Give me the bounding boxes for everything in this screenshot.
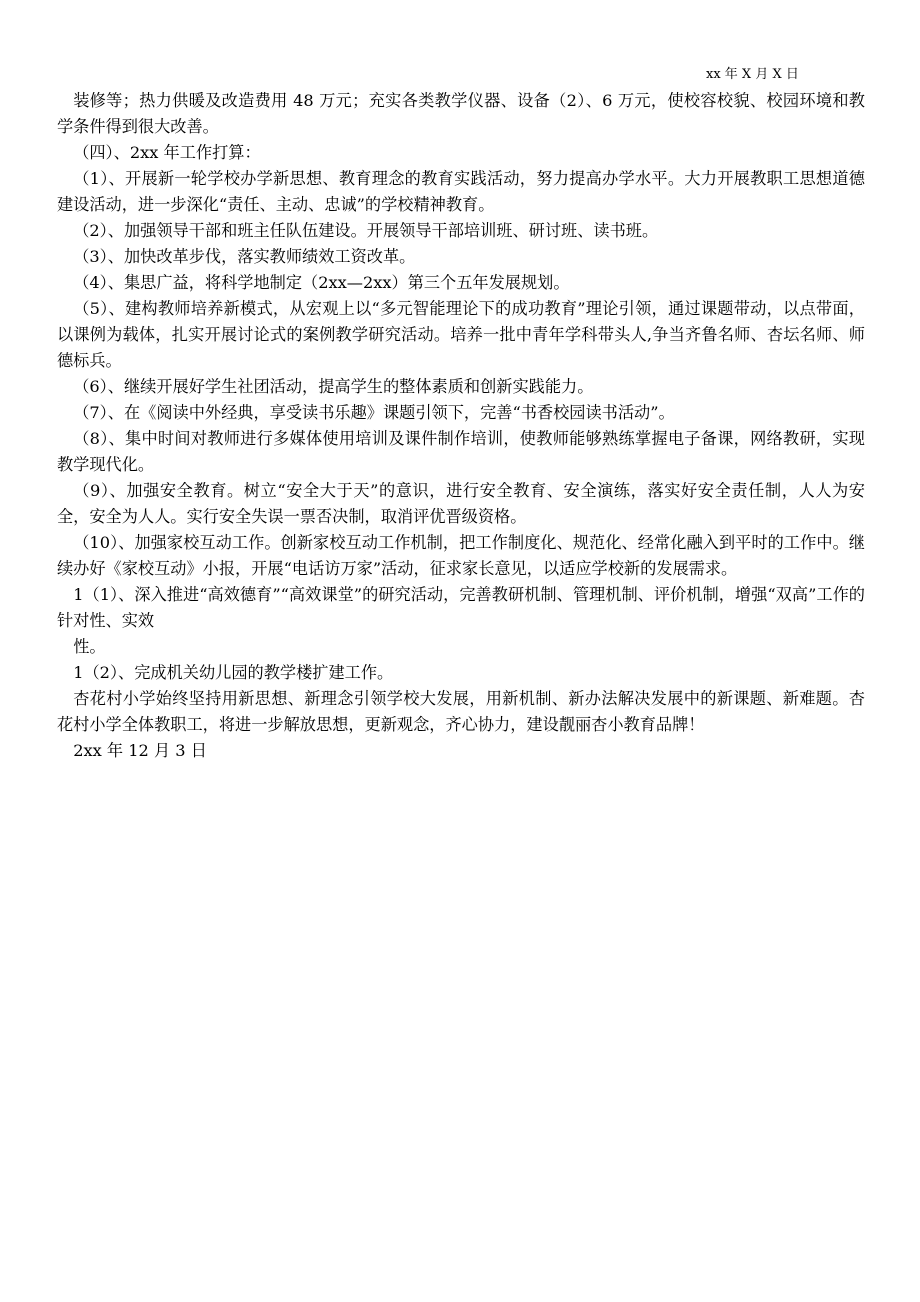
plan-item-9: （9）、加强安全教育。树立“安全大于天”的意识，进行安全教育、安全演练，落实好安全责任制，人人为安全，安全为人人。实行安全失误一票否决制，取消评优晋级资格。: [57, 481, 865, 526]
plan-item-11-continuation: 性。: [73, 637, 106, 656]
plan-item-2: （2）、加强领导干部和班主任队伍建设。开展领导干部培训班、研讨班、读书班。: [73, 221, 659, 240]
plan-item-12: 1（2）、完成机关幼儿园的教学楼扩建工作。: [73, 663, 394, 682]
closing-paragraph: 杏花村小学始终坚持用新思想、新理念引领学校大发展，用新机制、新办法解决发展中的新课题、新难题。杏花村小学全体教职工，将进一步解放思想，更新观念，齐心协力，建设靓丽杏小教育品牌！: [57, 689, 865, 734]
plan-item-3: （3）、加快改革步伐，落实教师绩效工资改革。: [73, 247, 416, 266]
signature-date: 2xx 年 12 月 3 日: [73, 741, 207, 760]
paragraph-renovation-costs: 装修等；热力供暖及改造费用 48 万元；充实各类教学仪器、设备（2）、6 万元，使校容校貌、校园环境和教学条件得到很大改善。: [57, 91, 865, 136]
plan-item-8: （8）、集中时间对教师进行多媒体使用培训及课件制作培训，使教师能够熟练掌握电子备课，网络教研，实现教学现代化。: [57, 429, 865, 474]
plan-item-4: （4）、集思广益，将科学地制定（2xx—2xx）第三个五年发展规划。: [73, 273, 570, 292]
plan-item-10: （10）、加强家校互动工作。创新家校互动工作机制，把工作制度化、规范化、经常化融入到平时的工作中。继续办好《家校互动》小报，开展“电话访万家”活动，征求家长意见，以适应学校新的发展需求。: [57, 533, 865, 578]
section-heading-work-plan: （四）、2xx 年工作打算：: [73, 143, 261, 162]
header-date: xx 年 X 月 X 日: [706, 67, 799, 82]
plan-item-1: （1）、开展新一轮学校办学新思想、教育理念的教育实践活动，努力提高办学水平。大力开展教职工思想道德建设活动，进一步深化“责任、主动、忠诚”的学校精神教育。: [57, 169, 865, 214]
plan-item-6: （6）、继续开展好学生社团活动，提高学生的整体素质和创新实践能力。: [73, 377, 594, 396]
plan-item-7: （7）、在《阅读中外经典，享受读书乐趣》课题引领下，完善“书香校园读书活动”。: [73, 403, 675, 422]
plan-item-5: （5）、建构教师培养新模式，从宏观上以“多元智能理论下的成功教育”理论引领，通过课题带动，以点带面，以课例为载体，扎实开展讨论式的案例教学研究活动。培养一批中青年学科带头人,争当齐鲁名师、杏坛名师、师德标兵。: [57, 299, 865, 370]
plan-item-11: 1（1）、深入推进“高效德育”“高效课堂”的研究活动，完善教研机制、管理机制、评价机制，增强“双高”工作的针对性、实效: [57, 585, 865, 630]
document-body: [57, 88, 865, 764]
